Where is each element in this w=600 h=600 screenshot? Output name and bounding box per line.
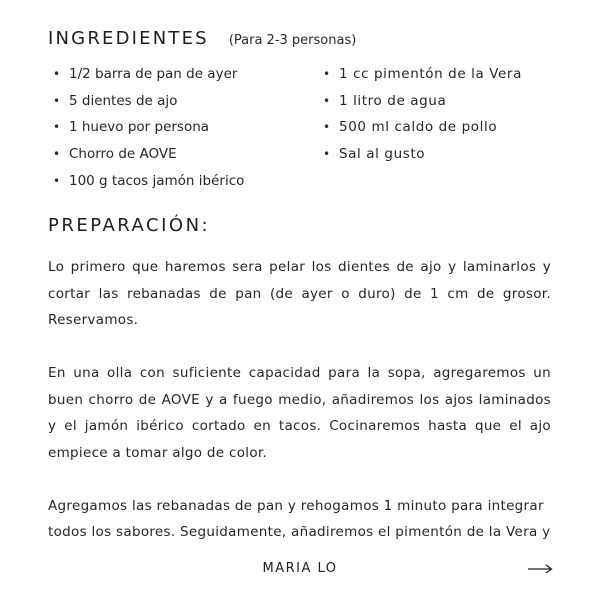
ingredient-text: 5 dientes de ajo <box>69 92 178 109</box>
preparation-paragraph: Lo primero que haremos sera pelar los dientes de ajo y laminarlos y cortar las rebanadas de pan (de ayer o duro) de 1 cm de grosor. Reservamos. <box>48 259 551 328</box>
bullet-icon: • <box>323 120 331 135</box>
bullet-icon: • <box>53 173 61 188</box>
ingredient-item <box>322 63 522 90</box>
bullet-icon: • <box>53 67 61 81</box>
preparation-paragraph: En una olla con suficiente capacidad para la sopa, agregaremos un buen chorro de AOVE y a fuego medio, añadiremos los ajos laminados y el jamón ibérico cortado en tacos. Cocinaremos hasta que el ajo empiece a tomar algo de color. <box>48 365 551 461</box>
bullet-icon: • <box>53 93 61 108</box>
bullet-icon: • <box>323 147 331 162</box>
ingredient-item <box>52 116 244 143</box>
ingredient-item <box>322 116 522 143</box>
ingredient-item <box>322 90 522 117</box>
bullet-icon: • <box>53 120 61 135</box>
preparation-body <box>48 254 551 546</box>
ingredients-title: INGREDIENTES <box>48 28 209 49</box>
ingredients-header <box>48 28 356 49</box>
ingredient-text: 1 cc pimentón de la Vera <box>339 66 522 82</box>
preparation-paragraph: Agregamos las rebanadas de pan y rehogamos 1 minuto para integrar todos los sabores. Seguidamente, añadiremos el pimentón de la Vera y <box>48 497 551 540</box>
bullet-icon: • <box>323 67 331 81</box>
ingredient-text: 1/2 barra de pan de ayer <box>69 66 238 82</box>
ingredients-list-right <box>322 63 522 170</box>
servings-note: (Para 2-3 personas) <box>228 33 357 48</box>
ingredient-item <box>322 143 522 170</box>
arrow-right-icon[interactable] <box>527 562 553 576</box>
ingredient-item <box>52 90 244 117</box>
ingredient-text: Chorro de AOVE <box>69 146 177 163</box>
ingredient-item <box>52 63 244 90</box>
ingredient-text: 500 ml caldo de pollo <box>339 119 498 136</box>
ingredient-text: 1 litro de agua <box>339 92 447 109</box>
ingredient-item <box>52 170 244 197</box>
ingredient-text: Sal al gusto <box>339 146 426 163</box>
bullet-icon: • <box>323 93 331 108</box>
ingredient-item <box>52 143 244 170</box>
ingredient-text: 100 g tacos jamón ibérico <box>69 172 245 189</box>
ingredient-text: 1 huevo por persona <box>69 119 210 136</box>
ingredients-list-left <box>52 63 244 196</box>
preparation-title: PREPARACIÓN: <box>48 215 211 236</box>
bullet-icon: • <box>53 147 61 162</box>
author-name: MARIA LO <box>262 561 338 576</box>
